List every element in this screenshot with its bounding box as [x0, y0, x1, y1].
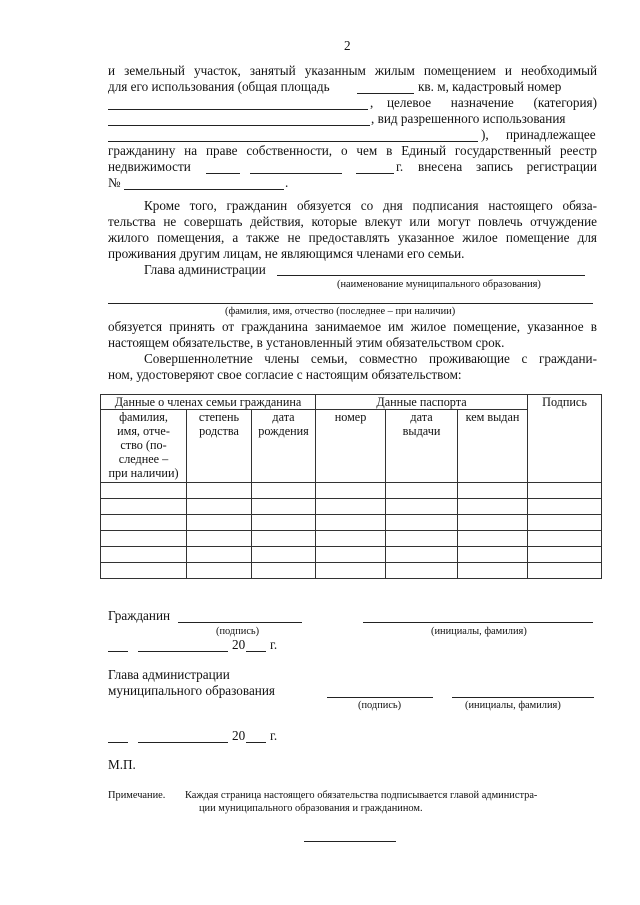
- issue-date-column-header: [386, 410, 458, 483]
- text-line: ),: [481, 127, 489, 142]
- registration-day-blank[interactable]: [206, 173, 240, 174]
- passport-number-column-header: [316, 410, 386, 483]
- text-line: Кроме того, гражданин обязуется со дня подписания настоящего обяза-: [144, 198, 597, 213]
- table-cell[interactable]: [458, 515, 528, 531]
- admin-day-blank[interactable]: [108, 742, 128, 743]
- table-cell[interactable]: [252, 563, 316, 579]
- header-line: степень: [198, 410, 240, 424]
- text-line: , вид разрешенного использования: [371, 111, 566, 126]
- footer-rule: [304, 841, 396, 842]
- text-line: №: [108, 175, 121, 190]
- table-cell[interactable]: [316, 499, 386, 515]
- table-cell[interactable]: [252, 499, 316, 515]
- header-line: ство (по-: [120, 438, 167, 452]
- header-line: следнее –: [118, 452, 169, 466]
- table-cell[interactable]: [528, 547, 602, 563]
- permitted-use-blank[interactable]: [108, 141, 478, 142]
- table-row: [101, 547, 602, 563]
- table-row: [101, 483, 602, 499]
- table-row: [101, 515, 602, 531]
- header-line: при наличии): [108, 466, 179, 480]
- text-line: настоящем обязательстве, в установленный этим обязательством срок.: [108, 335, 505, 350]
- table-cell[interactable]: [458, 547, 528, 563]
- table-cell[interactable]: [386, 499, 458, 515]
- table-cell[interactable]: [101, 499, 187, 515]
- text-line: обязуется принять от гражданина занимаемое им жилое помещение, указанное в: [108, 319, 597, 334]
- table-cell[interactable]: [528, 531, 602, 547]
- table-cell[interactable]: [101, 563, 187, 579]
- year-prefix: 20: [232, 637, 246, 652]
- registration-number-blank[interactable]: [124, 189, 284, 190]
- text-line: жилого помещения, а также не предоставлять указанное жилое помещение для: [108, 230, 597, 245]
- text-line: для его использования (общая площадь: [108, 79, 330, 94]
- header-line: выдачи: [402, 424, 441, 438]
- table-cell[interactable]: [187, 547, 252, 563]
- table-cell[interactable]: [386, 515, 458, 531]
- purpose-category-blank[interactable]: [108, 125, 370, 126]
- table-row: [101, 499, 602, 515]
- citizen-day-blank[interactable]: [108, 651, 128, 652]
- table-cell[interactable]: [458, 531, 528, 547]
- header-line: рождения: [258, 424, 309, 438]
- table-cell[interactable]: [316, 483, 386, 499]
- admin-signature-blank[interactable]: [327, 697, 433, 698]
- year-suffix: г.: [270, 637, 278, 652]
- table-cell[interactable]: [252, 515, 316, 531]
- fio-caption: (фамилия, имя, отчество (последнее – при наличии): [225, 306, 456, 317]
- cadastral-number-blank[interactable]: [108, 109, 368, 110]
- registration-year-blank[interactable]: [356, 173, 394, 174]
- text-line: принадлежащее: [506, 127, 596, 142]
- page-number: 2: [344, 38, 351, 53]
- table-cell[interactable]: [187, 563, 252, 579]
- note-label: Примечание.: [108, 790, 166, 801]
- family-data-header: Данные о членах семьи гражданина: [101, 395, 316, 410]
- table-cell[interactable]: [187, 515, 252, 531]
- family-members-table: [100, 394, 602, 579]
- table-cell[interactable]: [252, 547, 316, 563]
- admin-initials-caption: (инициалы, фамилия): [465, 700, 561, 711]
- citizen-signature-blank[interactable]: [178, 622, 302, 623]
- text-line: внесена запись регистрации: [418, 159, 597, 174]
- table-row: [101, 531, 602, 547]
- text-line: г.: [396, 159, 404, 174]
- table-row: [101, 563, 602, 579]
- text-line: ,: [370, 95, 374, 110]
- table-cell[interactable]: [101, 483, 187, 499]
- text-line: недвижимости: [108, 159, 191, 174]
- table-cell[interactable]: [528, 499, 602, 515]
- table-cell[interactable]: [316, 515, 386, 531]
- birth-date-column-header: [252, 410, 316, 483]
- table-cell[interactable]: [101, 515, 187, 531]
- head-admin-label: Глава администрации: [144, 262, 266, 277]
- table-cell[interactable]: [252, 483, 316, 499]
- fio-column-header: [101, 410, 187, 483]
- text-line: целевое назначение (категория): [387, 95, 597, 110]
- text-line: и земельный участок, занятый указанным жилым помещением и необходимый: [108, 63, 597, 78]
- citizen-label: Гражданин: [108, 608, 171, 623]
- admin-initials-blank[interactable]: [452, 697, 594, 698]
- head-fio-blank[interactable]: [108, 303, 593, 304]
- table-cell[interactable]: [187, 483, 252, 499]
- initials-caption: (инициалы, фамилия): [431, 626, 527, 637]
- citizen-month-blank[interactable]: [138, 651, 228, 652]
- text-line: проживания другим лицам, не являющимся членами его семьи.: [108, 246, 465, 261]
- header-line: имя, отче-: [117, 424, 170, 438]
- municipality-caption: (наименование муниципального образования): [337, 279, 541, 290]
- text-line: гражданину на праве собственности, о чем в Единый государственный реестр: [108, 143, 597, 158]
- text-line: тельства не совершать действия, которые влекут или могут повлечь отчуждение: [108, 214, 597, 229]
- table-cell[interactable]: [528, 483, 602, 499]
- text-line: .: [285, 175, 289, 190]
- table-cell[interactable]: [386, 483, 458, 499]
- passport-data-header: Данные паспорта: [316, 395, 528, 410]
- table-cell[interactable]: [386, 531, 458, 547]
- note-text: Каждая страница настоящего обязательства подписывается главой администра-: [185, 790, 538, 801]
- relation-column-header: [187, 410, 252, 483]
- citizen-year-blank[interactable]: [246, 651, 266, 652]
- issued-by-column-header: [458, 410, 528, 483]
- table-cell[interactable]: [386, 547, 458, 563]
- text-line: ном, удостоверяют свое согласие с настоящим обязательством:: [108, 367, 462, 382]
- table-cell[interactable]: [458, 563, 528, 579]
- admin-sign-caption: (подпись): [358, 700, 402, 711]
- table-cell[interactable]: [458, 483, 528, 499]
- note-text: ции муниципального образования и гражданином.: [199, 803, 423, 814]
- header-line: фамилия,: [119, 410, 168, 424]
- signature-header: Подпись: [528, 395, 602, 483]
- table-cell[interactable]: [316, 547, 386, 563]
- table-body: [101, 483, 602, 579]
- table-cell[interactable]: [187, 531, 252, 547]
- table-cell[interactable]: [101, 531, 187, 547]
- header-line: номер: [334, 410, 367, 424]
- table-cell[interactable]: [458, 499, 528, 515]
- text-line: кв. м, кадастровый номер: [418, 79, 562, 94]
- admin-label: Глава администрации: [108, 667, 230, 682]
- header-line: кем выдан: [465, 410, 520, 424]
- stamp-place: М.П.: [108, 757, 136, 772]
- header-line: дата: [272, 410, 295, 424]
- table-cell[interactable]: [316, 531, 386, 547]
- table-cell[interactable]: [386, 563, 458, 579]
- header-line: родства: [199, 424, 239, 438]
- year-suffix: г.: [270, 728, 278, 743]
- table-cell[interactable]: [316, 563, 386, 579]
- table-cell[interactable]: [252, 531, 316, 547]
- table-cell[interactable]: [528, 563, 602, 579]
- year-prefix: 20: [232, 728, 246, 743]
- header-line: дата: [410, 410, 433, 424]
- citizen-initials-blank[interactable]: [363, 622, 593, 623]
- text-line: Совершеннолетние члены семьи, совместно проживающие с граждани-: [144, 351, 597, 366]
- table-cell[interactable]: [101, 547, 187, 563]
- municipality-name-blank[interactable]: [277, 275, 585, 276]
- area-blank[interactable]: [357, 93, 414, 94]
- table-cell[interactable]: [187, 499, 252, 515]
- admin-year-blank[interactable]: [246, 742, 266, 743]
- admin-month-blank[interactable]: [138, 742, 228, 743]
- admin-label: муниципального образования: [108, 683, 275, 698]
- sign-caption: (подпись): [216, 626, 260, 637]
- registration-month-blank[interactable]: [250, 173, 342, 174]
- table-cell[interactable]: [528, 515, 602, 531]
